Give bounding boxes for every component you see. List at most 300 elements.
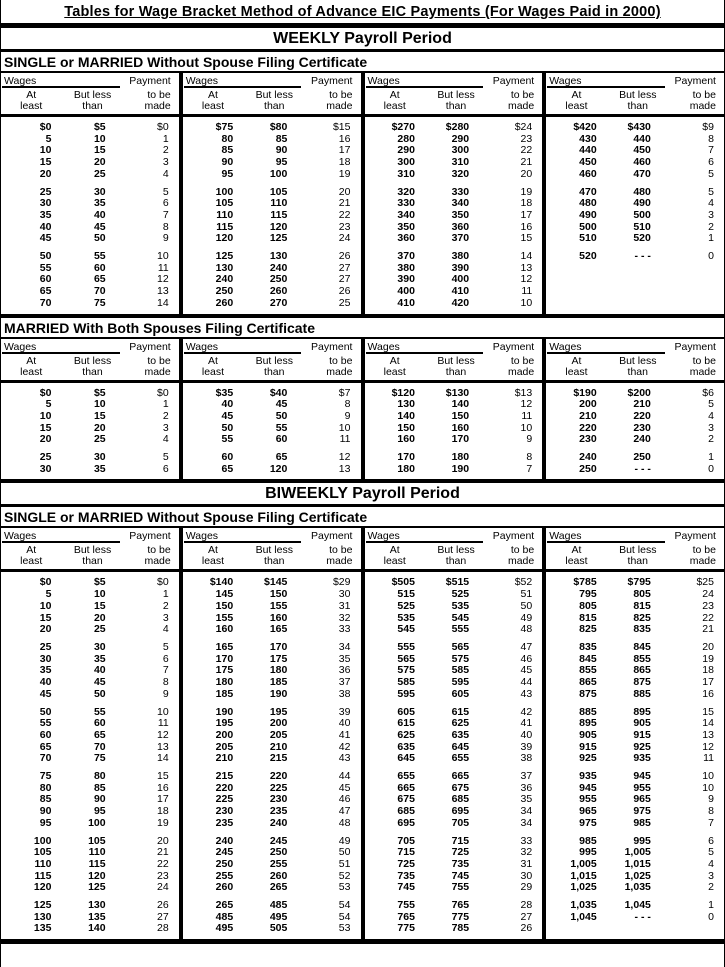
at-least-cell: 965 bbox=[579, 805, 597, 818]
wage-row-group bbox=[1, 577, 179, 636]
at-least-cell: 565 bbox=[397, 652, 415, 665]
at-least-cell: 825 bbox=[579, 623, 597, 636]
payment-cell: 42 bbox=[338, 740, 351, 753]
but-less-than-cell: 240 bbox=[633, 433, 651, 446]
table-row bbox=[365, 464, 543, 476]
payment-cell: 54 bbox=[338, 899, 351, 912]
at-least-cell: 25 bbox=[39, 185, 52, 198]
table-row bbox=[183, 452, 361, 464]
weekly-period-heading: WEEKLY Payroll Period bbox=[1, 28, 724, 52]
wage-row-group bbox=[1, 122, 179, 181]
but-less-than-cell: 490 bbox=[633, 197, 651, 210]
but-less-than-cell: 75 bbox=[93, 752, 106, 765]
table-row bbox=[1, 882, 179, 894]
at-least-cell: 220 bbox=[579, 421, 597, 434]
wage-row-group bbox=[365, 707, 543, 766]
payment-cell: 44 bbox=[338, 770, 351, 783]
payment-cell: 12 bbox=[520, 273, 533, 286]
but-less-than-cell: 505 bbox=[269, 922, 288, 935]
at-least-cell: 390 bbox=[397, 273, 415, 286]
payment-cell: 35 bbox=[338, 652, 351, 665]
at-least-cell: 300 bbox=[397, 156, 415, 169]
but-less-than-cell: 65 bbox=[93, 273, 106, 286]
at-least-header-label: At least bbox=[201, 544, 225, 568]
but-less-than-cell: - - - bbox=[634, 462, 651, 475]
at-least-cell: 240 bbox=[215, 273, 234, 286]
wage-row-group bbox=[183, 900, 361, 935]
at-least-cell: 925 bbox=[579, 752, 597, 765]
payment-header-label-cont: to be made bbox=[689, 354, 716, 378]
payment-cell: 7 bbox=[162, 208, 169, 221]
at-least-cell: 485 bbox=[215, 910, 234, 923]
but-less-than-cell: 205 bbox=[269, 728, 288, 741]
at-least-cell: 245 bbox=[215, 846, 234, 859]
but-less-than-cell: 635 bbox=[451, 728, 470, 741]
table-row bbox=[1, 771, 179, 783]
but-less-than-cell: 945 bbox=[633, 770, 651, 783]
payment-cell: 2 bbox=[708, 220, 714, 233]
payment-cell: 51 bbox=[520, 588, 533, 601]
but-less-than-cell: 65 bbox=[93, 728, 106, 741]
payment-cell: 33 bbox=[520, 834, 533, 847]
payment-cell: 14 bbox=[157, 752, 169, 765]
at-least-cell: 1,015 bbox=[570, 869, 597, 882]
payment-cell: 0 bbox=[708, 250, 714, 263]
payment-cell: 41 bbox=[520, 717, 533, 730]
wage-column-body bbox=[546, 572, 724, 927]
payment-cell: 1 bbox=[708, 232, 714, 245]
table-row bbox=[183, 859, 361, 871]
at-least-cell: 430 bbox=[579, 132, 597, 145]
wages-header-label: Wages bbox=[1, 341, 124, 354]
payment-cell: 38 bbox=[520, 752, 533, 765]
payment-cell: 18 bbox=[338, 156, 351, 169]
table-row bbox=[183, 771, 361, 783]
at-least-cell: 495 bbox=[215, 922, 234, 935]
table-row bbox=[546, 624, 724, 636]
wage-row-group bbox=[365, 452, 543, 475]
but-less-than-cell: 80 bbox=[93, 770, 106, 783]
but-less-than-cell: 480 bbox=[633, 185, 651, 198]
but-less-than-cell: 965 bbox=[633, 793, 651, 806]
payment-cell: 46 bbox=[520, 652, 533, 665]
payment-cell: 8 bbox=[708, 132, 714, 145]
at-least-cell: 5 bbox=[45, 132, 52, 145]
table-row bbox=[546, 122, 724, 134]
table-row bbox=[1, 707, 179, 719]
but-less-than-cell: 50 bbox=[93, 232, 106, 245]
payment-cell: 42 bbox=[520, 705, 533, 718]
payment-cell: 2 bbox=[162, 409, 169, 422]
wage-column-header bbox=[365, 73, 543, 117]
but-less-than-cell: 70 bbox=[93, 285, 106, 298]
table-row bbox=[1, 134, 179, 146]
table-row bbox=[1, 251, 179, 263]
table-row bbox=[1, 145, 179, 157]
but-less-than-cell: 390 bbox=[451, 261, 470, 274]
payment-cell: 9 bbox=[526, 433, 533, 446]
but-less-than-cell: 110 bbox=[88, 846, 106, 859]
payment-cell: 7 bbox=[708, 816, 714, 829]
payment-cell: 27 bbox=[338, 273, 351, 286]
but-less-than-cell: 105 bbox=[269, 185, 288, 198]
but-less-than-cell: $40 bbox=[269, 386, 288, 399]
at-least-cell: 5 bbox=[45, 588, 52, 601]
but-less-than-cell: 955 bbox=[633, 781, 651, 794]
but-less-than-cell: 895 bbox=[633, 705, 651, 718]
payment-header-label-cont: to be made bbox=[507, 354, 535, 378]
payment-cell: $9 bbox=[702, 121, 714, 133]
but-less-than-cell: 15 bbox=[93, 409, 106, 422]
payment-cell: 10 bbox=[157, 250, 169, 263]
at-least-cell: 10 bbox=[39, 409, 52, 422]
but-less-than-cell: 545 bbox=[451, 611, 470, 624]
payment-cell: $0 bbox=[157, 121, 169, 133]
payment-cell: 5 bbox=[162, 185, 169, 198]
but-less-than-cell: 55 bbox=[93, 705, 106, 718]
wages-header-label: Wages bbox=[546, 530, 669, 543]
but-less-than-cell: 845 bbox=[633, 640, 651, 653]
payment-cell: 30 bbox=[338, 588, 351, 601]
payment-cell: 3 bbox=[708, 421, 714, 434]
table-row bbox=[1, 589, 179, 601]
but-less-than-cell: 575 bbox=[451, 652, 470, 665]
at-least-cell: 350 bbox=[397, 220, 415, 233]
document-title-band bbox=[1, 0, 724, 28]
weekly-married-table bbox=[1, 339, 724, 484]
at-least-cell: 55 bbox=[39, 717, 52, 730]
but-less-than-cell: 100 bbox=[88, 816, 106, 829]
wage-row-group bbox=[546, 388, 724, 447]
wage-column-header bbox=[546, 528, 724, 572]
table-row bbox=[183, 411, 361, 423]
at-least-cell: 80 bbox=[39, 781, 52, 794]
but-less-than-cell: 565 bbox=[451, 640, 470, 653]
at-least-cell: 45 bbox=[39, 687, 52, 700]
payment-cell: 38 bbox=[338, 687, 351, 700]
at-least-cell: 340 bbox=[397, 208, 415, 221]
payment-cell: 13 bbox=[157, 740, 169, 753]
at-least-cell: 20 bbox=[39, 623, 52, 636]
payment-header-label: Payment bbox=[311, 75, 353, 87]
but-less-than-cell: $5 bbox=[93, 121, 106, 133]
but-less-than-cell: 230 bbox=[633, 421, 651, 434]
payment-cell: 15 bbox=[702, 705, 714, 718]
but-less-than-cell: 1,005 bbox=[624, 846, 651, 859]
table-row bbox=[546, 642, 724, 654]
at-least-cell: 215 bbox=[215, 770, 234, 783]
payment-cell: $25 bbox=[696, 576, 714, 589]
but-less-than-cell: 20 bbox=[93, 611, 106, 624]
payment-header-label-cont: to be made bbox=[507, 544, 535, 568]
but-less-than-cell: 30 bbox=[93, 451, 106, 464]
payment-cell: 1 bbox=[162, 132, 169, 145]
table-row bbox=[1, 298, 179, 310]
payment-cell: 21 bbox=[157, 846, 169, 859]
but-less-than-cell: 15 bbox=[93, 144, 106, 157]
payment-cell: 20 bbox=[702, 640, 714, 653]
payment-cell: 10 bbox=[157, 705, 169, 718]
but-less-than-cell: 165 bbox=[269, 623, 288, 636]
at-least-cell: 975 bbox=[579, 816, 597, 829]
at-least-cell: 360 bbox=[397, 232, 415, 245]
but-less-than-cell: 220 bbox=[269, 770, 288, 783]
wage-row-group bbox=[1, 642, 179, 701]
payment-cell: 6 bbox=[708, 156, 714, 169]
but-less-than-cell: 765 bbox=[451, 899, 470, 912]
payment-cell: 1 bbox=[708, 899, 714, 912]
payment-cell: 10 bbox=[338, 421, 351, 434]
payment-header-label: Payment bbox=[674, 75, 716, 87]
at-least-cell: 190 bbox=[215, 705, 234, 718]
payment-cell: 11 bbox=[703, 752, 714, 765]
wage-column-header bbox=[183, 528, 361, 572]
at-least-cell: 210 bbox=[215, 752, 234, 765]
at-least-cell: 525 bbox=[397, 599, 415, 612]
at-least-cell: 175 bbox=[215, 664, 234, 677]
but-less-than-cell: 90 bbox=[93, 793, 106, 806]
payment-cell: 18 bbox=[520, 197, 533, 210]
payment-cell: 1 bbox=[162, 588, 169, 601]
but-less-than-cell: 10 bbox=[93, 588, 106, 601]
payment-cell: 2 bbox=[162, 599, 169, 612]
payment-cell: 18 bbox=[157, 805, 169, 818]
but-less-than-cell: 805 bbox=[633, 588, 651, 601]
wage-row-group bbox=[183, 122, 361, 181]
table-row bbox=[183, 388, 361, 400]
wage-column-group bbox=[546, 73, 724, 314]
wage-column-group bbox=[365, 528, 547, 939]
but-less-than-cell: 495 bbox=[269, 910, 288, 923]
payment-cell: 16 bbox=[338, 132, 351, 145]
but-less-than-cell: 55 bbox=[275, 421, 288, 434]
wage-column-group bbox=[365, 73, 547, 314]
table-row bbox=[546, 251, 724, 263]
payment-cell: 5 bbox=[162, 451, 169, 464]
at-least-cell: 55 bbox=[39, 261, 52, 274]
payment-cell: $24 bbox=[514, 121, 533, 133]
payment-header-label-cont: to be made bbox=[144, 89, 171, 112]
at-least-header-label: At least bbox=[201, 354, 225, 378]
but-less-than-cell: 985 bbox=[633, 816, 651, 829]
payment-cell: 14 bbox=[520, 250, 533, 263]
table-row bbox=[183, 642, 361, 654]
payment-cell: 31 bbox=[338, 599, 351, 612]
biweekly-single-table bbox=[1, 528, 724, 944]
at-least-cell: $120 bbox=[391, 386, 415, 399]
at-least-cell: 225 bbox=[215, 793, 234, 806]
but-less-than-cell: 140 bbox=[88, 922, 106, 935]
table-row bbox=[1, 198, 179, 210]
payment-cell: 36 bbox=[338, 664, 351, 677]
but-less-than-cell: 320 bbox=[451, 167, 470, 180]
but-less-than-cell: $5 bbox=[93, 576, 106, 589]
but-less-than-cell: 190 bbox=[269, 687, 288, 700]
wage-column-group bbox=[365, 339, 547, 480]
table-row bbox=[365, 818, 543, 830]
payment-header-label-cont: to be made bbox=[326, 544, 353, 568]
table-row bbox=[1, 900, 179, 912]
but-less-than-cell: 155 bbox=[269, 599, 288, 612]
but-less-than-cell: 210 bbox=[269, 740, 288, 753]
table-row bbox=[183, 134, 361, 146]
wage-row-group bbox=[365, 388, 543, 447]
but-less-than-cell: 200 bbox=[269, 717, 288, 730]
but-less-than-cell: 255 bbox=[269, 857, 288, 870]
wage-column-header bbox=[546, 73, 724, 117]
but-less-than-cell: 270 bbox=[269, 296, 288, 309]
but-less-than-cell: 100 bbox=[269, 167, 288, 180]
but-less-than-cell: 745 bbox=[451, 869, 470, 882]
wage-row-group bbox=[183, 251, 361, 310]
payment-cell: 14 bbox=[157, 296, 169, 309]
payment-header-label: Payment bbox=[492, 340, 535, 353]
payment-cell: 4 bbox=[162, 167, 169, 180]
but-less-than-cell: 170 bbox=[451, 433, 470, 446]
payment-cell: 53 bbox=[338, 922, 351, 935]
but-less-than-cell: 25 bbox=[93, 623, 106, 636]
table-row bbox=[1, 923, 179, 935]
at-least-cell: 200 bbox=[579, 398, 597, 411]
but-less-than-cell: 40 bbox=[93, 664, 106, 677]
table-row bbox=[183, 423, 361, 435]
payment-cell: 3 bbox=[162, 421, 169, 434]
at-least-cell: 545 bbox=[397, 623, 415, 636]
table-row bbox=[1, 577, 179, 589]
but-less-than-cell: 1,045 bbox=[624, 899, 651, 912]
table-row bbox=[546, 753, 724, 765]
table-row bbox=[365, 251, 543, 263]
wage-row-group bbox=[546, 452, 724, 475]
at-least-cell: 515 bbox=[397, 588, 415, 601]
table-row bbox=[1, 783, 179, 795]
payment-cell: 11 bbox=[521, 409, 533, 422]
but-less-than-cell: 60 bbox=[93, 261, 106, 274]
at-least-cell: 10 bbox=[39, 599, 52, 612]
wage-row-group bbox=[365, 900, 543, 935]
at-least-cell: 150 bbox=[397, 421, 415, 434]
document-title: Tables for Wage Bracket Method of Advance EIC Payments (For Wages Paid in 2000) bbox=[64, 4, 661, 20]
payment-cell: 6 bbox=[162, 652, 169, 665]
but-less-than-cell: 250 bbox=[269, 846, 288, 859]
table-row bbox=[183, 399, 361, 411]
at-least-cell: 250 bbox=[215, 857, 234, 870]
at-least-cell: 125 bbox=[33, 899, 52, 912]
but-less-than-cell: 50 bbox=[93, 687, 106, 700]
table-row bbox=[365, 122, 543, 134]
table-row bbox=[546, 859, 724, 871]
payment-cell: 10 bbox=[702, 770, 714, 783]
wage-row-group bbox=[546, 900, 724, 923]
but-less-than-cell: 215 bbox=[269, 752, 288, 765]
at-least-cell: 160 bbox=[397, 433, 415, 446]
table-row bbox=[365, 434, 543, 446]
at-least-cell: 915 bbox=[579, 740, 597, 753]
but-less-than-cell: 195 bbox=[269, 705, 288, 718]
payment-cell: 3 bbox=[162, 611, 169, 624]
payment-cell: 19 bbox=[338, 167, 351, 180]
payment-cell: 12 bbox=[157, 273, 169, 286]
payment-cell: 9 bbox=[344, 409, 351, 422]
but-less-than-cell: 10 bbox=[93, 398, 106, 411]
but-less-than-cell: 115 bbox=[88, 857, 106, 870]
payment-header-label: Payment bbox=[129, 75, 171, 87]
at-least-cell: 410 bbox=[397, 296, 415, 309]
at-least-cell: 775 bbox=[397, 922, 415, 935]
wage-row-group bbox=[546, 187, 724, 246]
wage-row-group bbox=[1, 251, 179, 310]
at-least-cell: 30 bbox=[39, 462, 52, 475]
at-least-cell: 280 bbox=[397, 132, 415, 145]
wage-row-group bbox=[183, 452, 361, 475]
but-less-than-header-label: But less than bbox=[73, 89, 112, 112]
but-less-than-cell: 785 bbox=[451, 922, 470, 935]
payment-cell: 34 bbox=[520, 816, 533, 829]
payment-cell: 34 bbox=[338, 640, 351, 653]
table-row bbox=[183, 210, 361, 222]
table-row bbox=[365, 298, 543, 310]
payment-cell: 13 bbox=[157, 285, 169, 298]
but-less-than-cell: 55 bbox=[93, 250, 106, 263]
at-least-cell: 30 bbox=[39, 197, 52, 210]
payment-cell: 33 bbox=[338, 623, 351, 636]
but-less-than-cell: 260 bbox=[269, 285, 288, 298]
wage-column-header bbox=[183, 73, 361, 117]
but-less-than-cell: 330 bbox=[451, 185, 470, 198]
payment-header-label-cont: to be made bbox=[689, 544, 716, 568]
but-less-than-cell: 10 bbox=[93, 132, 106, 145]
wage-row-group bbox=[1, 707, 179, 766]
at-least-cell: 480 bbox=[579, 197, 597, 210]
wage-column-body bbox=[546, 117, 724, 267]
but-less-than-cell: 175 bbox=[269, 652, 288, 665]
at-least-cell: 55 bbox=[221, 433, 234, 446]
payment-header-label: Payment bbox=[674, 530, 716, 543]
but-less-than-cell: 225 bbox=[269, 781, 288, 794]
but-less-than-cell: 995 bbox=[633, 834, 651, 847]
at-least-cell: 160 bbox=[215, 623, 234, 636]
at-least-cell: $785 bbox=[573, 576, 597, 589]
payment-cell: 51 bbox=[338, 857, 351, 870]
payment-cell: 21 bbox=[520, 156, 533, 169]
at-least-cell: 895 bbox=[579, 717, 597, 730]
but-less-than-cell: 45 bbox=[275, 398, 288, 411]
at-least-cell: 10 bbox=[39, 144, 52, 157]
payment-cell: 29 bbox=[520, 881, 533, 894]
payment-cell: 20 bbox=[338, 185, 351, 198]
but-less-than-cell: 675 bbox=[451, 781, 470, 794]
but-less-than-cell: 420 bbox=[451, 296, 470, 309]
but-less-than-cell: 855 bbox=[633, 652, 651, 665]
but-less-than-cell: 695 bbox=[451, 805, 470, 818]
at-least-cell: 25 bbox=[39, 640, 52, 653]
at-least-cell: 995 bbox=[579, 846, 597, 859]
table-row bbox=[1, 601, 179, 613]
but-less-than-cell: 15 bbox=[93, 599, 106, 612]
payment-cell: 8 bbox=[526, 451, 533, 464]
but-less-than-cell: 120 bbox=[269, 462, 288, 475]
payment-cell: 0 bbox=[708, 462, 714, 475]
but-less-than-cell: 525 bbox=[451, 588, 470, 601]
payment-cell: 11 bbox=[157, 261, 169, 274]
but-less-than-cell: 90 bbox=[275, 144, 288, 157]
table-row bbox=[1, 399, 179, 411]
but-less-than-cell: $130 bbox=[445, 386, 470, 399]
at-least-header-label: At least bbox=[383, 354, 406, 378]
payment-cell: 19 bbox=[157, 816, 169, 829]
but-less-than-cell: 250 bbox=[633, 451, 651, 464]
but-less-than-cell: $80 bbox=[269, 121, 288, 133]
